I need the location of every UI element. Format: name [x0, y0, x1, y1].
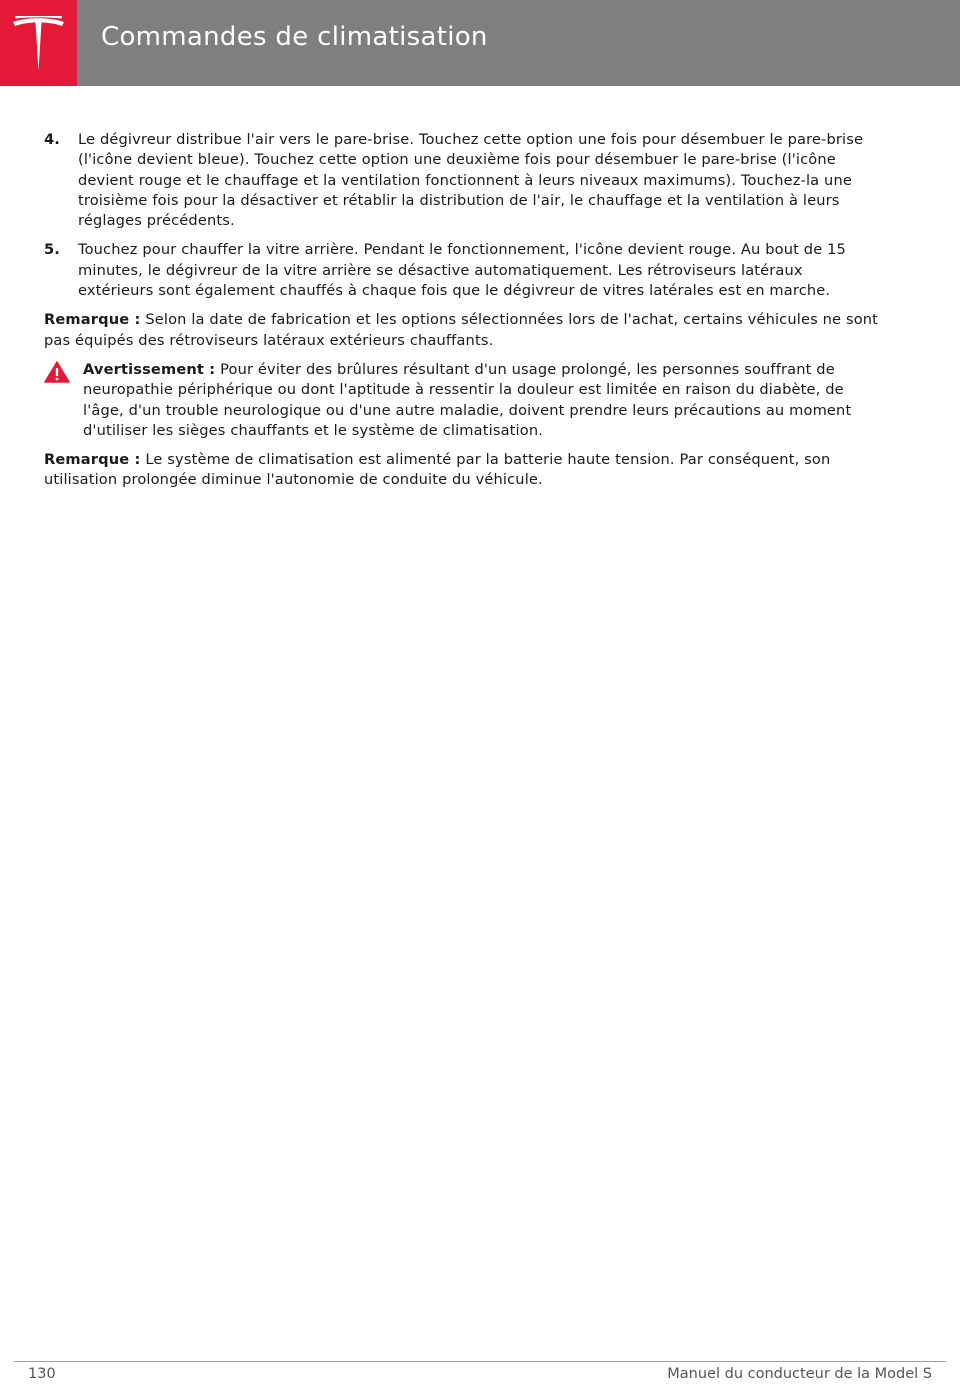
list-text: Le dégivreur distribue l'air vers le pare-brise. Touchez cette option une fois pour désembuer le pare-brise (l'icône devient bleue). Touchez cette option une deuxième fois pour désembuer le pare-brise (l'icône devient rouge et le chauffage et la ventilation fonctionnent à leurs niveaux maximums). Touchez-la une troisième fois pour la désactiver et rétablir la distribution de l'air, le chauffage et la ventilation à leurs réglages précédents. — [78, 131, 864, 230]
note-label: Remarque : — [44, 311, 141, 329]
note-text: Le système de climatisation est alimenté par la batterie haute tension. Par conséquent, son utilisation prolongée diminue l'autonomie de conduite du véhicule. — [44, 451, 831, 489]
list-item — [44, 240, 880, 301]
note-paragraph — [44, 310, 880, 351]
note-text: Selon la date de fabrication et les options sélectionnées lors de l'achat, certains véhicules ne sont pas équipés des rétroviseurs latéraux extérieurs chauffants. — [44, 311, 879, 349]
list-text: Touchez pour chauffer la vitre arrière. Pendant le fonctionnement, l'icône devient rouge. Au bout de 15 minutes, le dégivreur de la vitre arrière se désactive automatiquement. Les rétroviseurs latéraux extérieurs sont également chauffés à chaque fois que le dégivreur de vitres latérales est en marche. — [78, 241, 846, 300]
brand-logo-box — [0, 0, 77, 86]
footer-divider — [14, 1361, 946, 1362]
warning-text: Pour éviter des brûlures résultant d'un usage prolongé, les personnes souffrant de neuropathie périphérique ou dont l'aptitude à ressentir la douleur est limitée en raison du diabète, de l'âge, d'un trouble neurologique ou d'une autre maladie, doivent prendre leurs précautions au moment d'utiliser les sièges chauffants et le système de climatisation. — [83, 360, 852, 439]
note-paragraph — [44, 450, 880, 491]
page-title: Commandes de climatisation — [101, 22, 488, 52]
tesla-logo-icon — [11, 16, 66, 72]
warning-triangle-icon — [44, 361, 70, 383]
page-header — [0, 0, 960, 86]
note-label: Remarque : — [44, 451, 141, 469]
warning-label: Avertissement : — [83, 360, 216, 378]
list-number: 5. — [44, 241, 60, 259]
page-number: 130 — [28, 1366, 56, 1382]
list-number: 4. — [44, 131, 60, 148]
main-content — [44, 130, 880, 500]
list-item — [44, 130, 880, 231]
warning-block — [44, 360, 880, 441]
manual-title: Manuel du conducteur de la Model S — [667, 1366, 932, 1382]
